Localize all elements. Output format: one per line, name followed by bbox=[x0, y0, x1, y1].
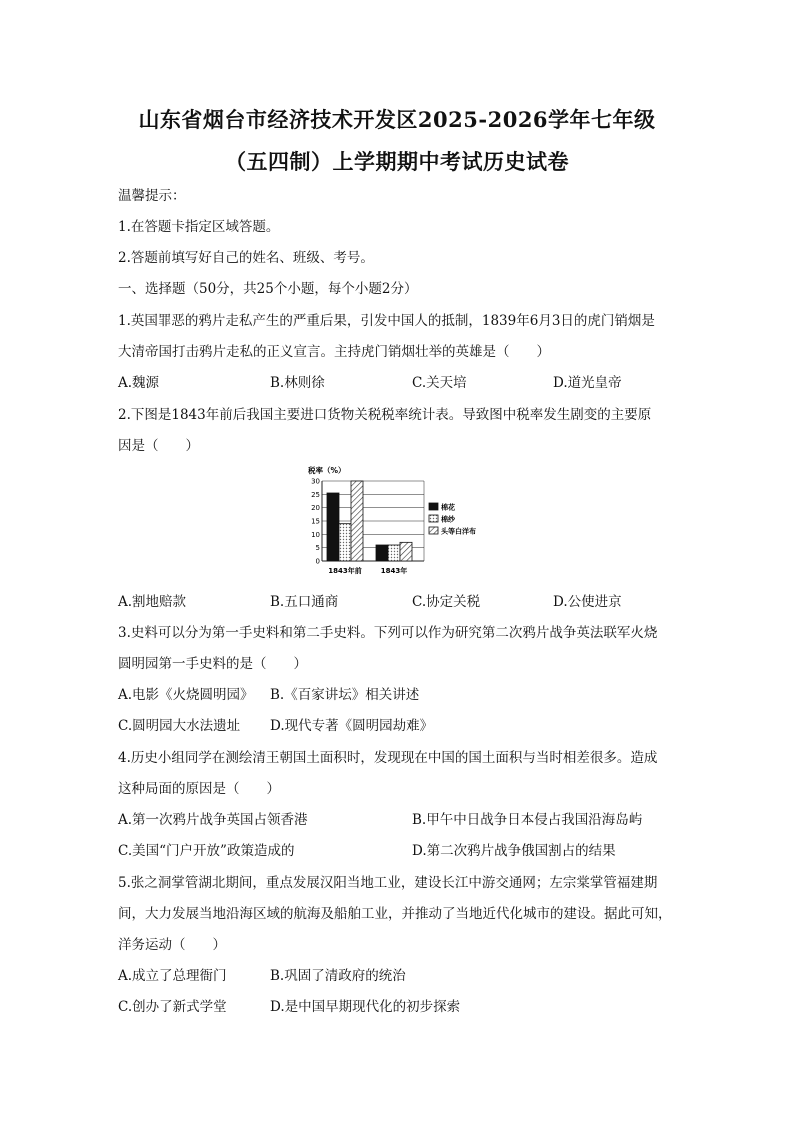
legend-label: 棉纱 bbox=[441, 515, 455, 524]
question-3-stem-line2: 圆明园第一手史料的是（ ） bbox=[118, 656, 307, 672]
legend-swatch bbox=[429, 515, 438, 522]
tips-item-1: 1.在答题卡指定区域答题。 bbox=[118, 219, 280, 235]
y-tick-label: 15 bbox=[311, 517, 320, 526]
question-3-stem-line1: 3.史料可以分为第一手史料和第二手史料。下列可以作为研究第二次鸦片战争英法联军火烧 bbox=[118, 625, 658, 641]
exam-title-line1: 山东省烟台市经济技术开发区2025-2026学年七年级 bbox=[138, 107, 656, 132]
bar-2-1 bbox=[339, 524, 351, 561]
question-5-stem-line1: 5.张之洞掌管湖北期间，重点发展汉阳当地工业，建设长江中游交通网；左宗棠掌管福建期 bbox=[118, 875, 658, 891]
question-5-option-a: A.成立了总理衙门 bbox=[118, 968, 227, 984]
legend-swatch bbox=[429, 503, 438, 510]
question-4-option-b: B.甲午中日战争日本侵占我国沿海岛屿 bbox=[412, 812, 643, 828]
question-1-stem-line1: 1.英国罪恶的鸦片走私产生的严重后果，引发中国人的抵制，1839年6月3日的虎门销烟是 bbox=[118, 313, 655, 329]
question-5-option-c: C.创办了新式学堂 bbox=[118, 999, 227, 1015]
x-tick-label: 1843年前 bbox=[328, 567, 362, 575]
y-tick-label: 30 bbox=[311, 477, 320, 486]
exam-title-line2: （五四制）上学期期中考试历史试卷 bbox=[225, 149, 569, 174]
legend-swatch bbox=[429, 527, 438, 534]
question-2-option-a: A.割地赔款 bbox=[118, 594, 187, 610]
question-5-stem-line3: 洋务运动（ ） bbox=[118, 937, 226, 953]
question-3-option-b: B.《百家讲坛》相关讲述 bbox=[270, 687, 420, 703]
question-4-option-c: C.美国“门户开放”政策造成的 bbox=[118, 843, 295, 859]
y-tick-label: 0 bbox=[315, 557, 320, 566]
tariff-bar-chart bbox=[306, 463, 506, 581]
chart-legend bbox=[429, 503, 476, 536]
question-4-stem-line2: 这种局面的原因是（ ） bbox=[118, 781, 280, 797]
bar-2-2 bbox=[388, 545, 400, 561]
question-4-option-d: D.第二次鸦片战争俄国割占的结果 bbox=[412, 843, 616, 859]
bar-3-2 bbox=[400, 542, 412, 561]
question-1-stem-line2: 大清帝国打击鸦片走私的正义宣言。主持虎门销烟壮举的英雄是（ ） bbox=[118, 344, 550, 360]
question-5-option-d: D.是中国早期现代化的初步探索 bbox=[270, 999, 461, 1015]
y-tick-label: 25 bbox=[311, 490, 320, 499]
bar-1-2 bbox=[376, 545, 388, 561]
question-4-stem-line1: 4.历史小组同学在测绘清王朝国土面积时，发现现在中国的国土面积与当时相差很多。造成 bbox=[118, 750, 658, 766]
tips-item-2: 2.答题前填写好自己的姓名、班级、考号。 bbox=[118, 250, 374, 266]
x-tick-label: 1843年 bbox=[380, 567, 408, 575]
question-2-option-d: D.公使进京 bbox=[553, 594, 622, 610]
question-1-option-a: A.魏源 bbox=[118, 375, 160, 391]
question-1-option-c: C.关天培 bbox=[412, 375, 467, 391]
y-tick-label: 10 bbox=[311, 530, 320, 539]
question-4-option-a: A.第一次鸦片战争英国占领香港 bbox=[118, 812, 308, 828]
bar-3-1 bbox=[351, 481, 363, 561]
bar-1-1 bbox=[327, 493, 339, 561]
question-3-option-a: A.电影《火烧圆明园》 bbox=[118, 687, 254, 703]
y-tick-label: 5 bbox=[315, 544, 320, 553]
chart-ylabel: 税率（%） bbox=[308, 466, 346, 475]
section-heading: 一、选择题（50分，共25个小题，每个小题2分） bbox=[118, 281, 418, 297]
question-5-option-b: B.巩固了清政府的统治 bbox=[270, 968, 406, 984]
question-2-option-c: C.协定关税 bbox=[412, 594, 481, 610]
question-1-option-b: B.林则徐 bbox=[270, 375, 325, 391]
question-1-option-d: D.道光皇帝 bbox=[553, 375, 622, 391]
legend-label: 棉花 bbox=[441, 503, 455, 512]
question-2-stem-line1: 2.下图是1843年前后我国主要进口货物关税税率统计表。导致图中税率发生剧变的主要原 bbox=[118, 407, 652, 423]
y-tick-label: 20 bbox=[311, 504, 320, 513]
chart-x-labels bbox=[328, 566, 407, 575]
question-2-option-b: B.五口通商 bbox=[270, 594, 339, 610]
question-2-stem-line2: 因是（ ） bbox=[118, 438, 199, 454]
question-5-stem-line2: 间，大力发展当地沿海区域的航海及船舶工业，并推动了当地近代化城市的建设。据此可知， bbox=[118, 906, 672, 922]
question-3-option-d: D.现代专著《圆明园劫难》 bbox=[270, 718, 434, 734]
question-3-option-c: C.圆明园大水法遗址 bbox=[118, 718, 241, 734]
legend-label: 头等白洋布 bbox=[441, 527, 476, 536]
tips-heading: 温馨提示： bbox=[118, 188, 186, 204]
